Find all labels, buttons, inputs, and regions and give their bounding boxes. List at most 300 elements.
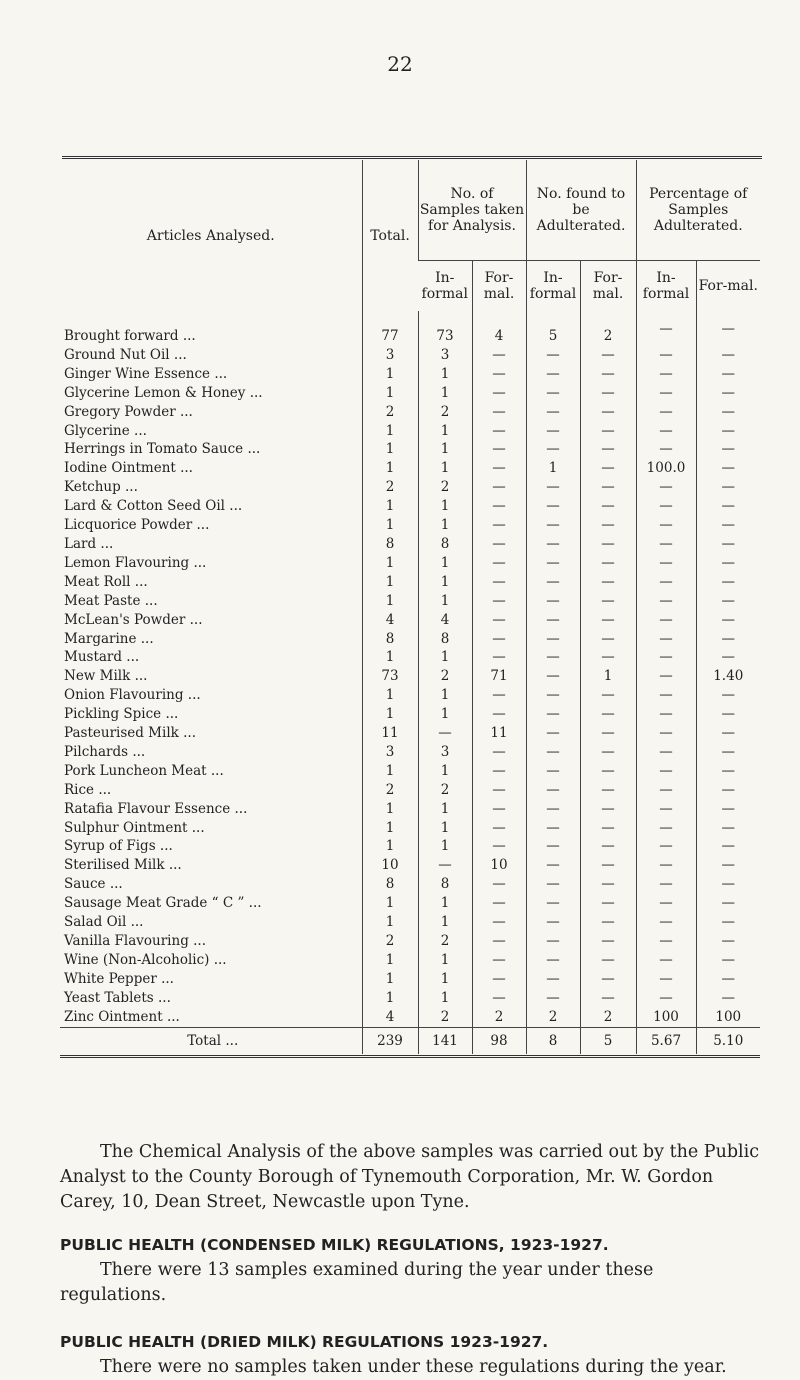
article-name: Lemon Flavouring ... (64, 554, 207, 571)
total-value: 1 (362, 989, 418, 1008)
formal-samples: — (472, 573, 526, 592)
informal-adulterated: — (526, 440, 580, 459)
article-name: Salad Oil ... (64, 914, 144, 931)
total-value: 8 (362, 535, 418, 554)
informal-adulterated: — (526, 932, 580, 951)
informal-adulterated: — (526, 422, 580, 441)
table-row (60, 667, 760, 686)
article-name: Meat Roll ... (64, 573, 148, 590)
formal-samples: — (472, 781, 526, 800)
total-value: 77 (362, 311, 418, 346)
formal-percentage: 100 (696, 1008, 760, 1027)
total-value: 1 (362, 592, 418, 611)
informal-adulterated: — (526, 573, 580, 592)
article-name: Sauce ... (64, 876, 123, 893)
article-name: Ginger Wine Essence ... (64, 365, 228, 382)
informal-percentage: — (636, 724, 696, 743)
total-informal-samples: 141 (418, 1027, 472, 1054)
formal-adulterated: — (580, 573, 636, 592)
table-row (60, 932, 760, 951)
formal-adulterated: — (580, 346, 636, 365)
informal-adulterated: — (526, 989, 580, 1008)
article-name: Glycerine ... (64, 422, 147, 439)
formal-percentage: — (696, 989, 760, 1008)
table-row (60, 497, 760, 516)
informal-percentage: — (636, 951, 696, 970)
informal-adulterated: — (526, 630, 580, 649)
total-value: 1 (362, 422, 418, 441)
formal-adulterated: — (580, 403, 636, 422)
article-name: Lard & Cotton Seed Oil ... (64, 498, 243, 515)
total-value: 1 (362, 837, 418, 856)
formal-percentage: — (696, 440, 760, 459)
informal-samples: 1 (418, 837, 472, 856)
table-row (60, 705, 760, 724)
total-value: 3 (362, 346, 418, 365)
table-row (60, 384, 760, 403)
formal-samples: — (472, 422, 526, 441)
formal-adulterated: — (580, 554, 636, 573)
article-name: Syrup of Figs ... (64, 838, 173, 855)
informal-adulterated: — (526, 951, 580, 970)
informal-samples: 8 (418, 630, 472, 649)
formal-percentage: — (696, 819, 760, 838)
total-value: 1 (362, 686, 418, 705)
informal-samples: 8 (418, 535, 472, 554)
informal-percentage: — (636, 837, 696, 856)
article-name: Glycerine Lemon & Honey ... (64, 384, 263, 401)
formal-percentage: — (696, 497, 760, 516)
formal-adulterated: — (580, 819, 636, 838)
table-row (60, 800, 760, 819)
article-name: Pickling Spice ... (64, 706, 179, 723)
formal-samples: — (472, 630, 526, 649)
informal-percentage: — (636, 989, 696, 1008)
formal-samples: 10 (472, 856, 526, 875)
informal-adulterated: — (526, 535, 580, 554)
informal-samples: 1 (418, 894, 472, 913)
table-row (60, 346, 760, 365)
informal-percentage: 100.0 (636, 459, 696, 478)
dried-milk-text: There were no samples taken under these regulations during the year. (100, 1357, 727, 1377)
header-percentage: Percentage of Samples Adulterated. (636, 160, 760, 261)
informal-samples: 8 (418, 875, 472, 894)
informal-samples: 1 (418, 365, 472, 384)
table-row (60, 1008, 760, 1027)
formal-percentage: — (696, 913, 760, 932)
formal-samples: — (472, 762, 526, 781)
informal-percentage: — (636, 592, 696, 611)
formal-percentage: — (696, 365, 760, 384)
formal-samples: — (472, 648, 526, 667)
informal-percentage: — (636, 573, 696, 592)
article-name: Rice ... (64, 781, 112, 798)
total-value: 1 (362, 573, 418, 592)
table-row (60, 592, 760, 611)
informal-adulterated: — (526, 497, 580, 516)
total-value: 1 (362, 365, 418, 384)
table-row (60, 422, 760, 441)
informal-samples: 1 (418, 422, 472, 441)
condensed-milk-heading: PUBLIC HEALTH (CONDENSED MILK) REGULATIONS, 1923-1927. (60, 1236, 609, 1254)
informal-samples: 2 (418, 478, 472, 497)
article-name: Mustard ... (64, 649, 140, 666)
formal-samples: — (472, 592, 526, 611)
formal-samples: — (472, 535, 526, 554)
informal-percentage: — (636, 365, 696, 384)
table-row (60, 856, 760, 875)
informal-percentage: 100 (636, 1008, 696, 1027)
formal-samples: — (472, 440, 526, 459)
informal-adulterated: — (526, 875, 580, 894)
informal-adulterated: — (526, 384, 580, 403)
formal-percentage: — (696, 932, 760, 951)
header-articles: Articles Analysed. (146, 227, 275, 244)
total-article-name: Total ... (60, 1027, 362, 1054)
informal-samples: 1 (418, 705, 472, 724)
formal-adulterated: — (580, 365, 636, 384)
analysis-paragraph: The Chemical Analysis of the above samples was carried out by the Public Analyst to the County Borough of Tynemouth Corporation, Mr. W. Gordon Carey, 10, Dean Street, Newcastle upon Tyne. (60, 1142, 760, 1212)
header-informal: In-formal (636, 261, 696, 312)
formal-adulterated: 2 (580, 311, 636, 346)
informal-percentage: — (636, 516, 696, 535)
informal-adulterated: — (526, 837, 580, 856)
informal-samples: 1 (418, 762, 472, 781)
informal-adulterated: — (526, 611, 580, 630)
informal-percentage: — (636, 478, 696, 497)
header-informal: In-formal (418, 261, 472, 312)
total-value: 1 (362, 762, 418, 781)
total-value: 2 (362, 478, 418, 497)
informal-samples: 2 (418, 932, 472, 951)
formal-adulterated: — (580, 686, 636, 705)
article-name: Onion Flavouring ... (64, 687, 201, 704)
formal-adulterated: — (580, 535, 636, 554)
informal-percentage: — (636, 856, 696, 875)
informal-samples: 1 (418, 951, 472, 970)
article-name: Meat Paste ... (64, 592, 158, 609)
informal-adulterated: — (526, 970, 580, 989)
article-name: Brought forward ... (64, 328, 196, 344)
formal-percentage: — (696, 970, 760, 989)
formal-percentage: — (696, 648, 760, 667)
total-value: 8 (362, 875, 418, 894)
informal-samples: 1 (418, 686, 472, 705)
total-value: 1 (362, 516, 418, 535)
informal-samples: 3 (418, 346, 472, 365)
total-value: 1 (362, 648, 418, 667)
formal-adulterated: — (580, 630, 636, 649)
total-value: 1 (362, 970, 418, 989)
formal-samples: 4 (472, 311, 526, 346)
total-value: 1 (362, 894, 418, 913)
formal-percentage: — (696, 403, 760, 422)
table-row (60, 894, 760, 913)
table-row (60, 311, 760, 346)
table-row (60, 554, 760, 573)
informal-percentage: — (636, 384, 696, 403)
informal-adulterated: — (526, 819, 580, 838)
formal-adulterated: — (580, 592, 636, 611)
total-total-value: 239 (362, 1027, 418, 1054)
total-formal-samples: 98 (472, 1027, 526, 1054)
formal-adulterated: — (580, 875, 636, 894)
formal-samples: — (472, 932, 526, 951)
article-name: Licquorice Powder ... (64, 517, 210, 534)
informal-adulterated: — (526, 478, 580, 497)
informal-adulterated: — (526, 856, 580, 875)
informal-percentage: — (636, 781, 696, 800)
formal-adulterated: — (580, 611, 636, 630)
header-found-adulterated: No. found to be Adulterated. (526, 160, 636, 261)
formal-samples: — (472, 705, 526, 724)
table-row (60, 875, 760, 894)
informal-samples: 2 (418, 781, 472, 800)
table-row (60, 819, 760, 838)
total-row (60, 1027, 760, 1054)
informal-samples: — (418, 724, 472, 743)
article-name: Iodine Ointment ... (64, 460, 193, 477)
formal-adulterated: — (580, 951, 636, 970)
informal-samples: 2 (418, 403, 472, 422)
total-formal-adulterated: 5 (580, 1027, 636, 1054)
table-row (60, 573, 760, 592)
informal-adulterated: — (526, 743, 580, 762)
formal-adulterated: — (580, 497, 636, 516)
informal-percentage: — (636, 686, 696, 705)
formal-samples: — (472, 686, 526, 705)
formal-percentage: — (696, 630, 760, 649)
informal-samples: 1 (418, 573, 472, 592)
article-name: Lard ... (64, 535, 114, 552)
formal-adulterated: — (580, 856, 636, 875)
informal-percentage: — (636, 705, 696, 724)
total-value: 1 (362, 819, 418, 838)
formal-adulterated: — (580, 989, 636, 1008)
article-name: Ketchup ... (64, 479, 138, 496)
informal-samples: 1 (418, 497, 472, 516)
total-value: 2 (362, 781, 418, 800)
informal-adulterated: — (526, 781, 580, 800)
formal-adulterated: — (580, 932, 636, 951)
formal-samples: — (472, 875, 526, 894)
formal-percentage: — (696, 554, 760, 573)
article-name: White Pepper ... (64, 970, 174, 987)
formal-adulterated: — (580, 913, 636, 932)
informal-percentage: — (636, 403, 696, 422)
table-row (60, 478, 760, 497)
total-value: 1 (362, 459, 418, 478)
informal-samples: 1 (418, 516, 472, 535)
informal-adulterated: — (526, 724, 580, 743)
formal-adulterated: — (580, 800, 636, 819)
table-row (60, 403, 760, 422)
article-name: Pilchards ... (64, 743, 146, 760)
formal-percentage: — (696, 951, 760, 970)
table-row (60, 781, 760, 800)
total-value: 2 (362, 403, 418, 422)
formal-adulterated: — (580, 743, 636, 762)
formal-samples: — (472, 384, 526, 403)
formal-samples: — (472, 497, 526, 516)
formal-adulterated: — (580, 705, 636, 724)
notes-section (60, 1140, 760, 1380)
formal-samples: — (472, 800, 526, 819)
total-value: 1 (362, 705, 418, 724)
article-name: Pasteurised Milk ... (64, 725, 196, 742)
formal-samples: — (472, 478, 526, 497)
formal-percentage: — (696, 800, 760, 819)
informal-samples: — (418, 856, 472, 875)
formal-percentage: — (696, 611, 760, 630)
table-top-rule (62, 156, 762, 159)
formal-adulterated: 1 (580, 667, 636, 686)
article-name: Vanilla Flavouring ... (64, 933, 207, 949)
formal-adulterated: — (580, 894, 636, 913)
table-row (60, 535, 760, 554)
table-row (60, 837, 760, 856)
formal-percentage: — (696, 894, 760, 913)
total-value: 10 (362, 856, 418, 875)
informal-percentage: — (636, 970, 696, 989)
informal-percentage: — (636, 894, 696, 913)
formal-samples: — (472, 951, 526, 970)
formal-percentage: — (696, 856, 760, 875)
informal-adulterated: 5 (526, 311, 580, 346)
informal-adulterated: — (526, 346, 580, 365)
formal-percentage (696, 311, 760, 346)
table-bottom-rule (60, 1055, 760, 1058)
informal-percentage: — (636, 800, 696, 819)
formal-percentage: — (696, 762, 760, 781)
informal-percentage: — (636, 932, 696, 951)
condensed-milk-text: There were 13 samples examined during the year under these regulations. (60, 1260, 654, 1305)
informal-percentage: — (636, 611, 696, 630)
total-value: 4 (362, 611, 418, 630)
informal-adulterated: — (526, 762, 580, 781)
header-formal: For-mal. (696, 261, 760, 312)
table-row (60, 724, 760, 743)
total-value: 4 (362, 1008, 418, 1027)
informal-percentage: — (636, 554, 696, 573)
informal-samples: 1 (418, 819, 472, 838)
total-value: 1 (362, 800, 418, 819)
informal-samples: 1 (418, 913, 472, 932)
total-informal-percentage: 5.67 (636, 1027, 696, 1054)
informal-samples: 1 (418, 648, 472, 667)
informal-percentage: — (636, 346, 696, 365)
formal-samples: — (472, 970, 526, 989)
informal-percentage (636, 311, 696, 346)
total-value: 1 (362, 913, 418, 932)
informal-samples: 1 (418, 459, 472, 478)
analysis-table (60, 160, 760, 1054)
formal-samples: — (472, 459, 526, 478)
formal-percentage: — (696, 478, 760, 497)
total-value: 8 (362, 630, 418, 649)
formal-percentage: — (696, 535, 760, 554)
informal-adulterated: — (526, 686, 580, 705)
informal-adulterated: — (526, 648, 580, 667)
article-name: Ratafia Flavour Essence ... (64, 800, 248, 817)
informal-adulterated: 1 (526, 459, 580, 478)
formal-adulterated: — (580, 422, 636, 441)
formal-percentage: — (696, 592, 760, 611)
informal-adulterated: — (526, 800, 580, 819)
formal-adulterated: — (580, 384, 636, 403)
formal-samples: 71 (472, 667, 526, 686)
formal-percentage: — (696, 384, 760, 403)
header-total: Total. (362, 160, 418, 311)
formal-percentage: — (696, 516, 760, 535)
article-name: New Milk ... (64, 668, 148, 685)
formal-adulterated: — (580, 478, 636, 497)
formal-percentage: — (696, 573, 760, 592)
formal-adulterated: 2 (580, 1008, 636, 1027)
informal-samples: 1 (418, 592, 472, 611)
page-number: 22 (387, 52, 413, 76)
formal-samples: — (472, 365, 526, 384)
formal-samples: — (472, 894, 526, 913)
table-row (60, 970, 760, 989)
informal-adulterated: — (526, 592, 580, 611)
formal-adulterated: — (580, 648, 636, 667)
formal-percentage: — (696, 459, 760, 478)
formal-adulterated: — (580, 970, 636, 989)
total-value: 11 (362, 724, 418, 743)
informal-adulterated: — (526, 516, 580, 535)
table-row (60, 648, 760, 667)
total-value: 1 (362, 554, 418, 573)
formal-percentage: — (696, 837, 760, 856)
informal-adulterated: 2 (526, 1008, 580, 1027)
table-row (60, 440, 760, 459)
table-row (60, 743, 760, 762)
informal-samples: 1 (418, 989, 472, 1008)
formal-samples: — (472, 403, 526, 422)
header-samples-taken: No. of Samples taken for Analysis. (418, 160, 526, 261)
informal-percentage: — (636, 762, 696, 781)
formal-adulterated: — (580, 440, 636, 459)
percentage-value: — (721, 321, 735, 338)
formal-adulterated: — (580, 781, 636, 800)
formal-percentage: — (696, 875, 760, 894)
formal-adulterated: — (580, 516, 636, 535)
dried-milk-heading: PUBLIC HEALTH (DRIED MILK) REGULATIONS 1923-1927. (60, 1333, 549, 1351)
informal-percentage: — (636, 913, 696, 932)
percentage-value: — (659, 321, 673, 338)
formal-samples: — (472, 516, 526, 535)
informal-percentage: — (636, 422, 696, 441)
article-name: Pork Luncheon Meat ... (64, 762, 224, 779)
informal-percentage: — (636, 440, 696, 459)
table-body (60, 311, 760, 1054)
analysis-table-wrapper (60, 160, 760, 1054)
article-name: Gregory Powder ... (64, 403, 193, 420)
total-value: 1 (362, 384, 418, 403)
informal-samples: 3 (418, 743, 472, 762)
formal-samples: — (472, 611, 526, 630)
informal-samples: 1 (418, 554, 472, 573)
header-informal: In-formal (526, 261, 580, 312)
total-value: 3 (362, 743, 418, 762)
formal-percentage: — (696, 743, 760, 762)
informal-percentage: — (636, 497, 696, 516)
informal-percentage: — (636, 648, 696, 667)
total-value: 1 (362, 440, 418, 459)
formal-percentage: 1.40 (696, 667, 760, 686)
informal-adulterated: — (526, 913, 580, 932)
